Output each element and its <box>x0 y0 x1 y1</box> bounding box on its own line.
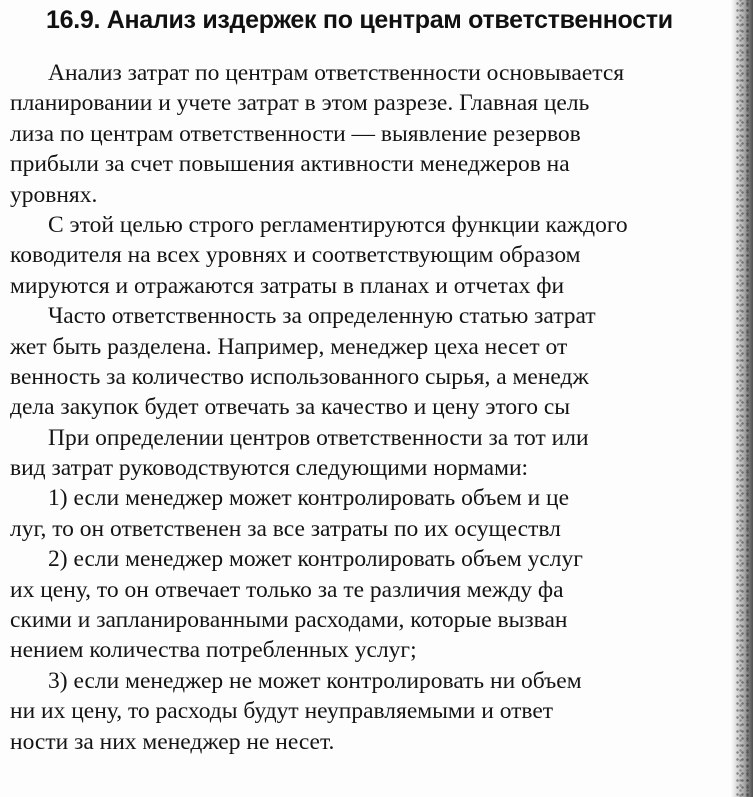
text-line: ности за них менеджер не несет. <box>10 728 335 755</box>
body-text <box>10 58 753 757</box>
text-line: 1) если менеджер может контролировать объем и це <box>48 485 570 512</box>
text-line: их цену, то он отвечает только за те различия между фа <box>10 576 564 603</box>
text-line: нением количества потребленных услуг; <box>10 637 417 664</box>
section-heading: 16.9. Анализ издержек по центрам ответственности <box>46 6 673 34</box>
text-line: Часто ответственность за определенную статью затрат <box>48 303 596 330</box>
text-line: 3) если менеджер не может контролировать ни объем <box>48 667 582 694</box>
text-line: венность за количество использованного сырья, а менедж <box>10 363 589 390</box>
text-line: ни их цену, то расходы будут неуправляемыми и ответ <box>10 698 554 725</box>
text-line: скими и запланированными расходами, которые вызван <box>10 607 568 634</box>
text-line: При определении центров ответственности за тот или <box>48 424 589 451</box>
text-line: С этой целью строго регламентируются функции каждого <box>48 211 628 238</box>
text-line: прибыли за счет повышения активности менеджеров на <box>10 151 570 178</box>
text-line: ководителя на всех уровнях и соответствующим образом <box>10 242 581 269</box>
text-line: жет быть разделена. Например, менеджер цеха несет от <box>10 333 568 360</box>
text-line: 2) если менеджер может контролировать объем услуг <box>48 546 583 573</box>
text-line: уровнях. <box>10 181 98 208</box>
text-line: вид затрат руководствуются следующими нормами: <box>10 455 529 482</box>
text-line: луг, то он ответственен за все затраты по их осуществл <box>10 515 561 542</box>
text-line: дела закупок будет отвечать за качество и цену этого сы <box>10 394 571 421</box>
text-line: лиза по центрам ответственности — выявление резервов <box>10 120 581 147</box>
text-line: планировании и учете затрат в этом разрезе. Главная цель <box>10 90 590 117</box>
text-line: мируются и отражаются затраты в планах и отчетах фи <box>10 272 565 299</box>
text-line: Анализ затрат по центрам ответственности основывается <box>48 60 625 86</box>
